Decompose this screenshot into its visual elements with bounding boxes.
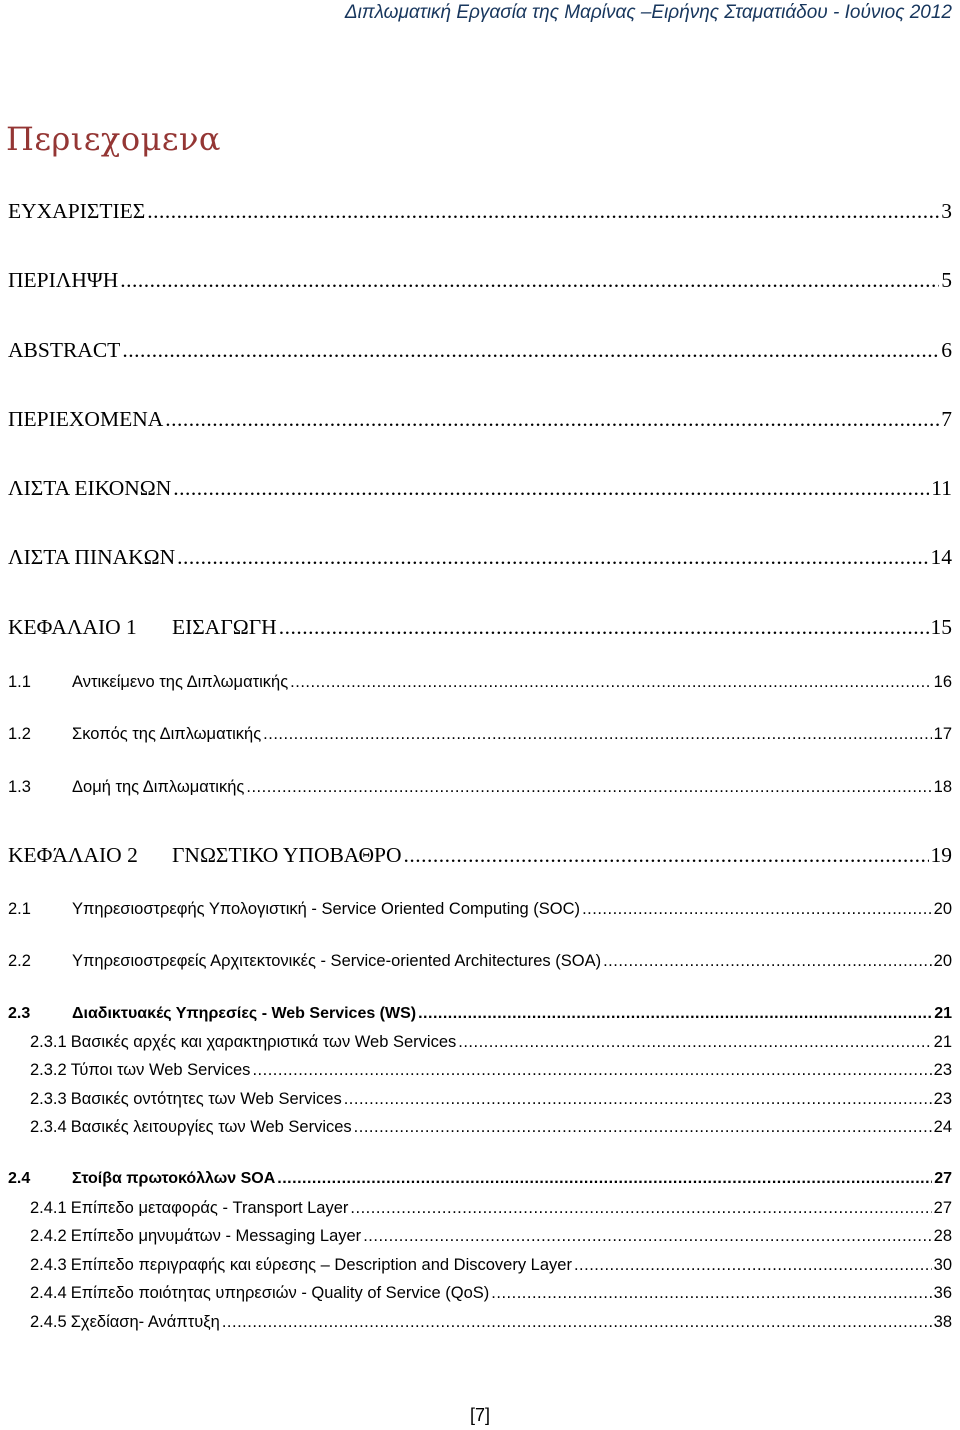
toc-entry-list-of-figures[interactable] xyxy=(8,476,952,501)
toc-leader-dots xyxy=(603,952,932,971)
toc-leader-dots xyxy=(252,1061,931,1080)
toc-leader-dots xyxy=(363,1227,931,1246)
toc-entry-2-3-2[interactable] xyxy=(30,1061,952,1080)
toc-leader-dots xyxy=(263,725,931,744)
toc-leader-dots xyxy=(344,1090,932,1109)
toc-entry-label: ΠΕΡΙΛΗΨΗ xyxy=(8,268,119,292)
toc-entry-number: 2.4 xyxy=(8,1170,31,1187)
toc-entry-number: 2.2 xyxy=(8,952,31,970)
toc-entry-label: ΛΙΣΤΑ ΠΙΝΑΚΩΝ xyxy=(8,545,176,569)
toc-entry-page: 30 xyxy=(933,1256,952,1274)
toc-entry-page: 23 xyxy=(933,1090,952,1108)
toc-entry-number: 2.3.2 xyxy=(30,1061,67,1079)
toc-entry-label: Επίπεδο περιγραφής και εύρεσης – Description and Discovery Layer xyxy=(70,1256,572,1274)
toc-entry-label: Τύποι των Web Services xyxy=(70,1061,251,1079)
toc-entry-label: Στοίβα πρωτοκόλλων SOA xyxy=(72,1170,276,1187)
toc-entry-number: 1.1 xyxy=(8,673,31,691)
toc-entry-contents[interactable] xyxy=(8,407,952,432)
toc-entry-page: 38 xyxy=(933,1313,952,1331)
toc-entry-number: 2.3.1 xyxy=(30,1033,67,1051)
toc-entry-page: 16 xyxy=(933,673,952,691)
toc-entry-page: 11 xyxy=(931,476,952,500)
toc-entry-label: ΠΕΡΙΕΧΟΜΕΝΑ xyxy=(8,407,164,431)
toc-entry-page: 7 xyxy=(941,407,952,431)
toc-entry-page: 14 xyxy=(930,545,952,569)
toc-entry-2-1[interactable] xyxy=(8,900,952,919)
toc-leader-dots xyxy=(122,338,939,363)
toc-entry-page: 20 xyxy=(933,900,952,918)
toc-entry-chapter-1[interactable] xyxy=(8,615,952,640)
toc-entry-label: Βασικές οντότητες των Web Services xyxy=(70,1090,342,1108)
toc-entry-number: 2.3.4 xyxy=(30,1118,67,1136)
toc-entry-label: Υπηρεσιοστρεφείς Αρχιτεκτονικές - Service-oriented Architectures (SOA) xyxy=(72,952,602,970)
toc-entry-2-2[interactable] xyxy=(8,952,952,971)
toc-entry-2-4-5[interactable] xyxy=(30,1313,952,1332)
toc-leader-dots xyxy=(491,1284,931,1303)
toc-entry-label: ABSTRACT xyxy=(8,338,121,362)
toc-entry-page: 36 xyxy=(933,1284,952,1302)
toc-entry-number: 2.4.1 xyxy=(30,1199,67,1217)
page-number: [7] xyxy=(469,1405,490,1425)
toc-entry-number: 2.1 xyxy=(8,900,31,918)
toc-entry-2-3[interactable] xyxy=(8,1005,952,1023)
toc-leader-dots xyxy=(290,673,931,692)
running-header: Διπλωματική Εργασία της Μαρίνας –Ειρήνης Σταματιάδου - Ιούνιος 2012 xyxy=(344,2,952,23)
toc-entry-2-4-1[interactable] xyxy=(30,1199,952,1218)
toc-entry-page: 20 xyxy=(933,952,952,970)
toc-entry-label: Επίπεδο μεταφοράς - Transport Layer xyxy=(70,1199,349,1217)
toc-leader-dots xyxy=(277,1170,932,1188)
toc-entry-label: Διαδικτυακές Υπηρεσίες - Web Services (WS) xyxy=(72,1005,417,1022)
toc-entry-chapter-2[interactable] xyxy=(8,843,952,868)
toc-entry-2-4-4[interactable] xyxy=(30,1284,952,1303)
toc-entry-2-3-1[interactable] xyxy=(30,1033,952,1052)
toc-leader-dots xyxy=(246,778,931,797)
toc-entry-2-4[interactable] xyxy=(8,1170,952,1188)
toc-leader-dots xyxy=(403,843,928,868)
toc-entry-page: 15 xyxy=(930,615,952,639)
toc-entry-label: Υπηρεσιοστρεφής Υπολογιστική - Service Oriented Computing (SOC) xyxy=(72,900,581,918)
toc-entry-page: 27 xyxy=(933,1199,952,1217)
toc-leader-dots xyxy=(222,1313,932,1332)
toc-leader-dots xyxy=(173,476,929,501)
toc-entry-number: 2.4.4 xyxy=(30,1284,67,1302)
toc-leader-dots xyxy=(147,199,939,224)
toc-entry-label: Δομή της Διπλωματικής xyxy=(72,778,245,796)
toc-entry-page: 18 xyxy=(933,778,952,796)
toc-entry-number: ΚΕΦΑΛΑΙΟ 1 xyxy=(8,615,137,639)
toc-entry-number: 2.3 xyxy=(8,1005,31,1022)
toc-entry-label: Βασικές λειτουργίες των Web Services xyxy=(70,1118,352,1136)
toc-entry-2-4-2[interactable] xyxy=(30,1227,952,1246)
toc-leader-dots xyxy=(582,900,932,919)
toc-entry-number: 1.2 xyxy=(8,725,31,743)
toc-entry-1-3[interactable] xyxy=(8,778,952,797)
toc-entry-number: 1.3 xyxy=(8,778,31,796)
toc-entry-page: 21 xyxy=(933,1033,952,1051)
toc-entry-number: 2.3.3 xyxy=(30,1090,67,1108)
toc-leader-dots xyxy=(354,1118,932,1137)
toc-entry-abstract[interactable] xyxy=(8,338,952,363)
toc-entry-number: ΚΕΦΆΛΑΙΟ 2 xyxy=(8,843,138,867)
toc-entry-number: 2.4.3 xyxy=(30,1256,67,1274)
toc-entry-label: Βασικές αρχές και χαρακτηριστικά των Web Services xyxy=(70,1033,457,1051)
toc-entry-label: ΓΝΩΣΤΙΚΟ ΥΠΟΒΑΘΡΟ xyxy=(172,843,402,867)
toc-entry-page: 19 xyxy=(930,843,952,867)
toc-entry-number: 2.4.2 xyxy=(30,1227,67,1245)
toc-entry-label: ΕΥΧΑΡΙΣΤΙΕΣ xyxy=(8,199,146,223)
toc-entry-number: 2.4.5 xyxy=(30,1313,67,1331)
toc-entry-2-4-3[interactable] xyxy=(30,1256,952,1275)
toc-entry-list-of-tables[interactable] xyxy=(8,545,952,570)
toc-entry-label: ΛΙΣΤΑ ΕΙΚΟΝΩΝ xyxy=(8,476,172,500)
toc-leader-dots xyxy=(120,268,939,293)
toc-leader-dots xyxy=(574,1256,932,1275)
toc-entry-page: 27 xyxy=(934,1170,952,1187)
toc-entry-label: Επίπεδο μηνυμάτων - Messaging Layer xyxy=(70,1227,362,1245)
toc-entry-summary[interactable] xyxy=(8,268,952,293)
toc-leader-dots xyxy=(165,407,939,432)
toc-entry-page: 23 xyxy=(933,1061,952,1079)
toc-entry-page: 24 xyxy=(933,1118,952,1136)
toc-entry-label: Σκοπός της Διπλωματικής xyxy=(72,725,262,743)
toc-entry-page: 6 xyxy=(941,338,952,362)
toc-entry-page: 5 xyxy=(941,268,952,292)
toc-entry-page: 17 xyxy=(933,725,952,743)
toc-entry-page: 3 xyxy=(941,199,952,223)
toc-leader-dots xyxy=(350,1199,931,1218)
toc-entry-page: 28 xyxy=(933,1227,952,1245)
toc-entry-page: 21 xyxy=(934,1005,952,1022)
toc-entry-label: Σχεδίαση- Ανάπτυξη xyxy=(70,1313,220,1331)
toc-entry-label: ΕΙΣΑΓΩΓΗ xyxy=(172,615,277,639)
toc-leader-dots xyxy=(458,1033,931,1052)
toc-entry-label: Επίπεδο ποιότητας υπηρεσιών - Quality of Service (QoS) xyxy=(70,1284,490,1302)
toc-entry-2-3-3[interactable] xyxy=(30,1090,952,1109)
toc-entry-acknowledgements[interactable] xyxy=(8,199,952,224)
toc-leader-dots xyxy=(279,615,929,640)
toc-leader-dots xyxy=(418,1005,932,1023)
toc-entry-2-3-4[interactable] xyxy=(30,1118,952,1137)
page-title: Περιεχομενα xyxy=(6,120,222,158)
toc-entry-1-1[interactable] xyxy=(8,673,952,692)
toc-entry-label: Αντικείμενο της Διπλωματικής xyxy=(72,673,289,691)
toc-leader-dots xyxy=(177,545,928,570)
toc-entry-1-2[interactable] xyxy=(8,725,952,744)
